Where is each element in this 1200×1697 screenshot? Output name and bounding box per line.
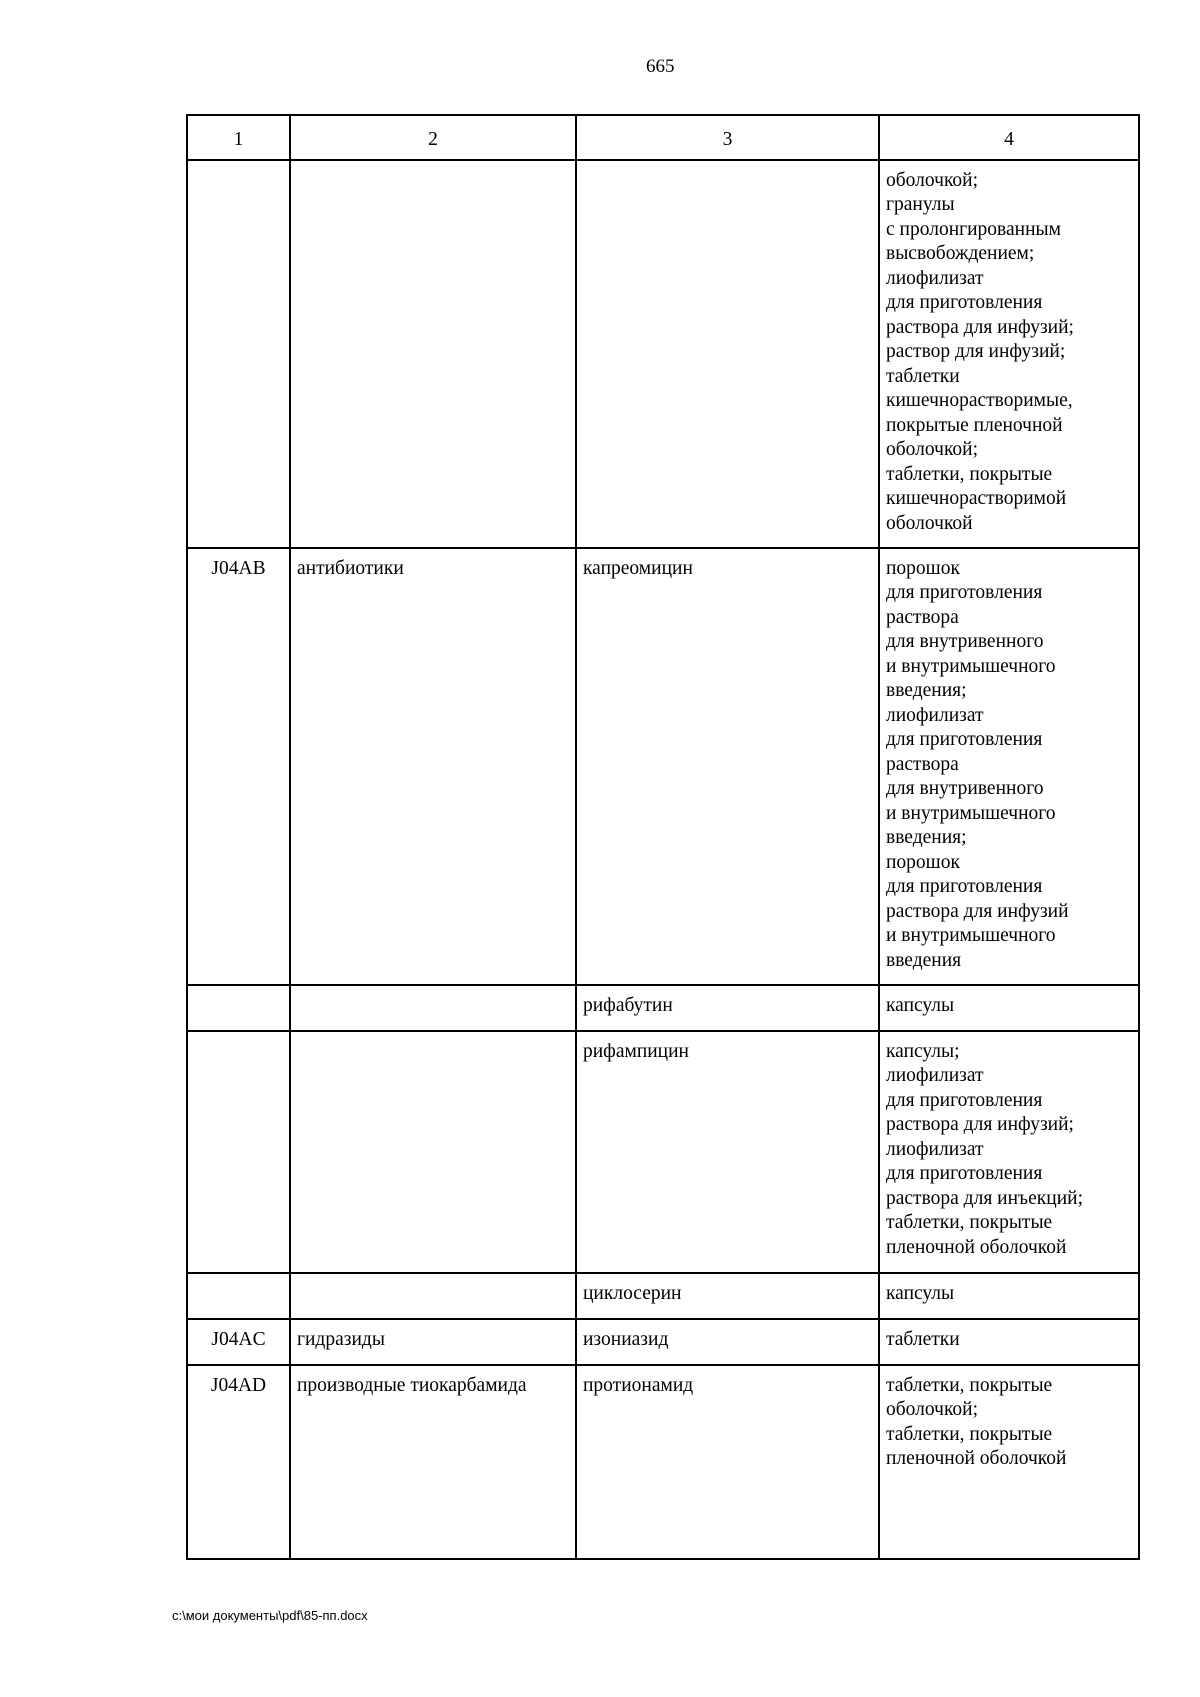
drug-cell: протионамид	[576, 1365, 879, 1559]
forms-cell: оболочкой; гранулы с пролонгированным высвобождением; лиофилизат для приготовления раствора для инфузий; раствор для инфузий; таблетки кишечнорастворимые, покрытые пленочной оболочкой; таблетки, покрытые кишечнорастворимой оболочкой	[879, 160, 1139, 548]
table-header-row	[187, 115, 1139, 160]
group-cell	[290, 985, 576, 1031]
forms-cell: таблетки, покрытые оболочкой; таблетки, покрытые пленочной оболочкой	[879, 1365, 1139, 1559]
forms-cell: порошок для приготовления раствора для внутривенного и внутримышечного введения; лиофилизат для приготовления раствора для внутривенного и внутримышечного введения; порошок для приготовления раствора для инфузий и внутримышечного введения	[879, 548, 1139, 985]
group-cell: антибиотики	[290, 548, 576, 985]
atc-code-cell: J04AC	[187, 1319, 290, 1365]
atc-code-cell	[187, 1031, 290, 1273]
page-number: 665	[646, 56, 675, 77]
group-cell: производные тиокарбамида	[290, 1365, 576, 1559]
table-row	[187, 160, 1139, 548]
header-cell: 4	[879, 115, 1139, 160]
table-row	[187, 1319, 1139, 1365]
table-row	[187, 1365, 1139, 1559]
drug-cell: рифампицин	[576, 1031, 879, 1273]
table-row	[187, 1031, 1139, 1273]
footer-file-path: c:\мои документы\pdf\85-пп.docx	[172, 1608, 368, 1623]
atc-code-cell	[187, 160, 290, 548]
drug-cell: циклосерин	[576, 1273, 879, 1319]
drug-cell	[576, 160, 879, 548]
forms-cell: таблетки	[879, 1319, 1139, 1365]
group-cell	[290, 160, 576, 548]
forms-cell: капсулы	[879, 985, 1139, 1031]
drug-table	[186, 114, 1140, 1560]
table-row	[187, 548, 1139, 985]
forms-cell: капсулы; лиофилизат для приготовления раствора для инфузий; лиофилизат для приготовления раствора для инъекций; таблетки, покрытые пленочной оболочкой	[879, 1031, 1139, 1273]
atc-code-cell	[187, 985, 290, 1031]
header-cell: 2	[290, 115, 576, 160]
atc-code-cell: J04AD	[187, 1365, 290, 1559]
forms-cell: капсулы	[879, 1273, 1139, 1319]
group-cell: гидразиды	[290, 1319, 576, 1365]
drug-cell: изониазид	[576, 1319, 879, 1365]
drug-cell: рифабутин	[576, 985, 879, 1031]
header-cell: 1	[187, 115, 290, 160]
table-row	[187, 985, 1139, 1031]
drug-cell: капреомицин	[576, 548, 879, 985]
table-row	[187, 1273, 1139, 1319]
group-cell	[290, 1031, 576, 1273]
atc-code-cell: J04AB	[187, 548, 290, 985]
group-cell	[290, 1273, 576, 1319]
header-cell: 3	[576, 115, 879, 160]
atc-code-cell	[187, 1273, 290, 1319]
